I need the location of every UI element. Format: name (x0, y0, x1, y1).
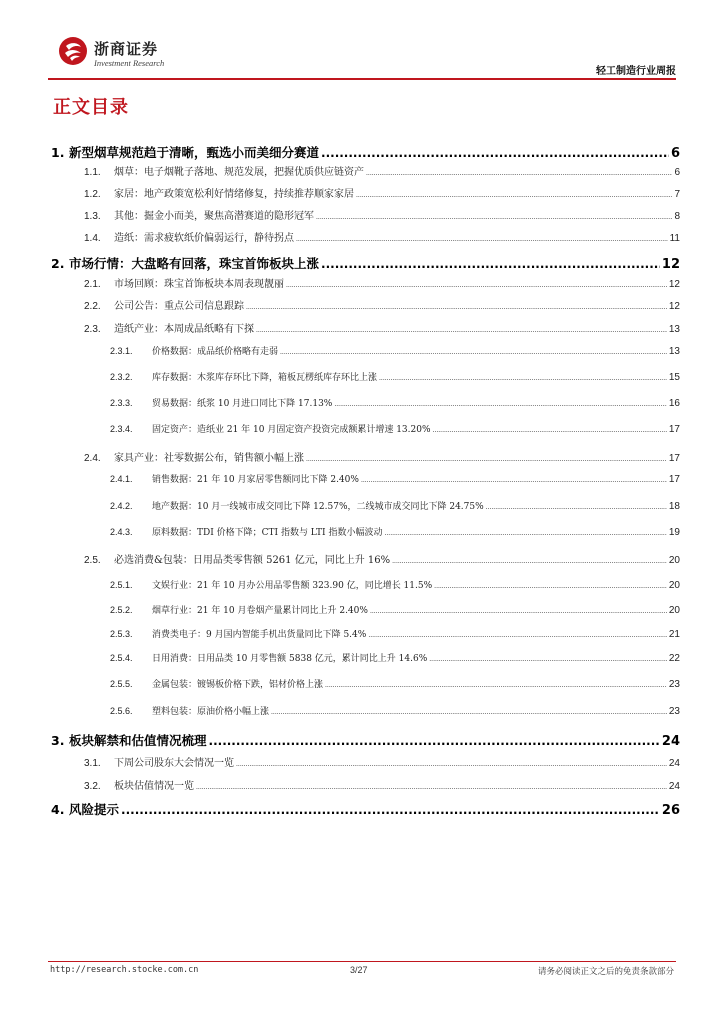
toc-entry-number: 2.3.4. (110, 424, 133, 434)
toc-leader-dots (280, 349, 667, 356)
toc-leader-dots (434, 583, 667, 590)
toc-entry[interactable] (48, 143, 680, 161)
toc-entry[interactable] (48, 754, 680, 769)
toc-entry-page: 17 (668, 453, 680, 464)
toc-entry-page: 7 (674, 189, 680, 200)
toc-entry-page: 18 (668, 501, 680, 512)
toc-entry[interactable] (48, 229, 680, 244)
toc-entry-number: 1.3. (84, 211, 101, 222)
toc-entry-title: 造纸产业：本周成品纸略有下探 (114, 324, 254, 335)
toc-entry-number: 1. (51, 145, 65, 160)
toc-entry-page: 12 (668, 301, 680, 312)
logo-text-en: Investment Research (94, 58, 165, 68)
toc-entry[interactable] (48, 472, 680, 485)
toc-leader-dots (325, 682, 667, 689)
toc-entry-title: 贸易数据：纸浆 10 月进口同比下降 17.13% (152, 399, 333, 409)
toc-entry-number: 2.3.3. (110, 398, 133, 408)
footer-divider (48, 961, 676, 962)
toc-entry-number: 2.5. (84, 555, 101, 566)
toc-entry-page: 20 (668, 580, 680, 591)
toc-leader-dots (256, 327, 667, 334)
toc-entry-page: 23 (668, 679, 680, 690)
toc-entry[interactable] (48, 578, 680, 591)
toc-entry-number: 2.5.1. (110, 580, 133, 590)
toc-entry-number: 2.5.4. (110, 653, 133, 663)
toc-entry-number: 2.1. (84, 279, 101, 290)
toc-entry-page: 24 (661, 734, 680, 749)
toc-entry-title: 公司公告：重点公司信息跟踪 (114, 301, 244, 312)
toc-entry-page: 24 (668, 781, 680, 792)
toc-entry[interactable] (48, 320, 680, 335)
toc-entry-page: 6 (674, 167, 680, 178)
toc-entry[interactable] (48, 499, 680, 512)
toc-entry-page: 15 (668, 372, 680, 383)
toc-entry[interactable] (48, 185, 680, 200)
toc-entry-title: 价格数据：成品纸价格略有走弱 (152, 347, 279, 357)
toc-leader-dots (306, 456, 667, 463)
header-divider (48, 78, 676, 80)
toc-entry-page: 24 (668, 758, 680, 769)
toc-leader-dots (296, 236, 668, 243)
toc-entry-title: 文娱行业：21 年 10 月办公用品零售额 323.90 亿，同比增长 11.5% (152, 581, 433, 591)
toc-leader-dots (361, 477, 667, 484)
toc-leader-dots (370, 608, 667, 615)
toc-leader-dots (209, 734, 660, 748)
toc-entry-title: 烟草行业：21 年 10 月卷烟产量累计同比上升 2.40% (152, 606, 368, 616)
toc-leader-dots (429, 656, 667, 663)
toc-entry-title: 地产数据：10 月一线城市成交同比下降 12.57%，二线城市成交同比下降 24.75% (152, 502, 484, 512)
toc-entry-title: 消费类电子：9 月国内智能手机出货量同比下降 5.4% (152, 630, 367, 640)
toc-leader-dots (286, 282, 667, 289)
toc-entry-number: 2. (51, 256, 65, 271)
toc-entry-page: 20 (668, 605, 680, 616)
toc-entry-page: 13 (668, 346, 680, 357)
toc-leader-dots (271, 709, 667, 716)
toc-entry-page: 23 (668, 706, 680, 717)
toc-entry[interactable] (48, 551, 680, 566)
toc-entry[interactable] (48, 704, 680, 717)
toc-entry-number: 2.3.2. (110, 372, 133, 382)
toc-leader-dots (321, 257, 660, 271)
toc-leader-dots (379, 375, 667, 382)
toc-entry[interactable] (48, 603, 680, 616)
toc-entry-title: 下周公司股东大会情况一览 (114, 758, 234, 769)
toc-entry-number: 2.5.6. (110, 706, 133, 716)
toc-leader-dots (433, 427, 667, 434)
toc-entry-title: 销售数据：21 年 10 月家居零售额同比下降 2.40% (152, 475, 359, 485)
report-type: 轻工制造行业周报 (596, 66, 676, 77)
toc-leader-dots (356, 192, 672, 199)
toc-entry-title: 烟草：电子烟靴子落地、规范发展，把握优质供应链资产 (114, 167, 364, 178)
toc-entry-title: 造纸：需求疲软纸价偏弱运行，静待拐点 (114, 233, 294, 244)
toc-entry-number: 2.3.1. (110, 346, 133, 356)
toc-entry[interactable] (48, 396, 680, 409)
toc-entry-page: 17 (668, 474, 680, 485)
toc-entry[interactable] (48, 731, 680, 749)
toc-entry[interactable] (48, 777, 680, 792)
toc-entry-page: 19 (668, 527, 680, 538)
toc-entry-title: 原料数据：TDI 价格下降；CTI 指数与 LTI 指数小幅波动 (152, 528, 383, 538)
toc-entry-page: 13 (668, 324, 680, 335)
toc-entry-title: 日用消费：日用品类 10 月零售额 5838 亿元，累计同比上升 14.6% (152, 654, 428, 664)
toc-entry-number: 2.4. (84, 453, 101, 464)
toc-entry-number: 1.4. (84, 233, 101, 244)
toc-leader-dots (368, 632, 667, 639)
toc-entry-title: 金属包装：镀锡板价格下跌，铝材价格上涨 (152, 680, 324, 690)
toc-entry[interactable] (48, 297, 680, 312)
toc-entry-number: 2.4.2. (110, 501, 133, 511)
toc-entry-title: 板块解禁和估值情况梳理 (69, 733, 207, 748)
toc-entry-number: 1.2. (84, 189, 101, 200)
toc-entry-number: 2.5.3. (110, 629, 133, 639)
toc-entry[interactable] (48, 449, 680, 464)
toc-leader-dots (321, 146, 669, 160)
toc-entry-title: 库存数据：木浆库存环比下降，箱板瓦楞纸库存环比上涨 (152, 373, 378, 383)
toc-entry[interactable] (48, 800, 680, 818)
toc-entry-title: 风险提示 (69, 802, 120, 817)
toc-entry[interactable] (48, 207, 680, 222)
toc-entry-number: 2.4.1. (110, 474, 133, 484)
toc-entry-page: 26 (661, 803, 680, 818)
page-header (48, 36, 676, 78)
toc-leader-dots (384, 530, 666, 537)
toc-entry-page: 20 (668, 555, 680, 566)
toc-entry[interactable] (48, 275, 680, 290)
toc-entry[interactable] (48, 651, 680, 664)
toc-entry-page: 17 (668, 424, 680, 435)
toc-leader-dots (334, 401, 667, 408)
toc-entry[interactable] (48, 677, 680, 690)
toc-entry-title: 家具产业：社零数据公布，销售额小幅上涨 (114, 453, 304, 464)
toc-entry[interactable] (48, 422, 680, 435)
toc-entry-title: 新型烟草规范趋于清晰，甄选小而美细分赛道 (69, 145, 320, 160)
toc-leader-dots (236, 761, 667, 768)
toc-entry-number: 4. (51, 802, 65, 817)
toc-leader-dots (366, 170, 672, 177)
zheshang-logo-icon (58, 36, 88, 66)
toc-entry[interactable] (48, 344, 680, 357)
toc-entry-number: 2.5.5. (110, 679, 133, 689)
page-number: 3/27 (350, 965, 368, 975)
toc-leader-dots (246, 304, 667, 311)
toc-entry-title: 必选消费&包装：日用品类零售额 5261 亿元，同比上升 16% (114, 555, 391, 566)
toc-entry-page: 12 (661, 257, 680, 272)
toc-entry-title: 市场回顾：珠宝首饰板块本周表现靓丽 (114, 279, 284, 290)
toc-entry-title: 塑料包装：原油价格小幅上涨 (152, 707, 270, 717)
toc-entry-page: 22 (668, 653, 680, 664)
logo-text-cn: 浙商证券 (94, 40, 159, 58)
toc-entry-number: 3.2. (84, 781, 101, 792)
footer-disclaimer: 请务必阅读正文之后的免责条款部分 (537, 967, 674, 977)
toc-entry-title: 板块估值情况一览 (114, 781, 194, 792)
toc-leader-dots (316, 214, 672, 221)
toc-entry-number: 1.1. (84, 167, 101, 178)
toc-leader-dots (121, 803, 660, 817)
toc-entry[interactable] (48, 370, 680, 383)
toc-entry-page: 11 (669, 233, 680, 244)
toc-entry-number: 3. (51, 733, 65, 748)
toc-entry-title: 其他：掘金小而美，聚焦高潜赛道的隐形冠军 (114, 211, 314, 222)
toc-entry-title: 市场行情：大盘略有回落，珠宝首饰板块上涨 (69, 256, 320, 271)
toc-entry-number: 2.2. (84, 301, 101, 312)
toc-leader-dots (196, 784, 667, 791)
toc-entry[interactable] (48, 627, 680, 640)
toc-entry-number: 2.5.2. (110, 605, 133, 615)
toc-entry-title: 固定资产：造纸业 21 年 10 月固定资产投资完成额累计增速 13.20% (152, 425, 431, 435)
toc-entry-number: 3.1. (84, 758, 101, 769)
toc-entry-page: 21 (668, 629, 680, 640)
toc-entry[interactable] (48, 163, 680, 178)
toc-entry-page: 6 (670, 146, 680, 161)
toc-entry-title: 家居：地产政策宽松利好情绪修复，持续推荐顺家家居 (114, 189, 354, 200)
toc-entry[interactable] (48, 525, 680, 538)
footer-url[interactable]: http://research.stocke.com.cn (50, 965, 199, 975)
page-title: 正文目录 (53, 97, 129, 118)
toc-leader-dots (392, 558, 667, 565)
toc-leader-dots (486, 504, 667, 511)
toc-entry-page: 8 (674, 211, 680, 222)
toc-entry-number: 2.4.3. (110, 527, 133, 537)
toc-entry-page: 12 (668, 279, 680, 290)
toc-entry[interactable] (48, 254, 680, 272)
toc-entry-page: 16 (668, 398, 680, 409)
toc-entry-number: 2.3. (84, 324, 101, 335)
